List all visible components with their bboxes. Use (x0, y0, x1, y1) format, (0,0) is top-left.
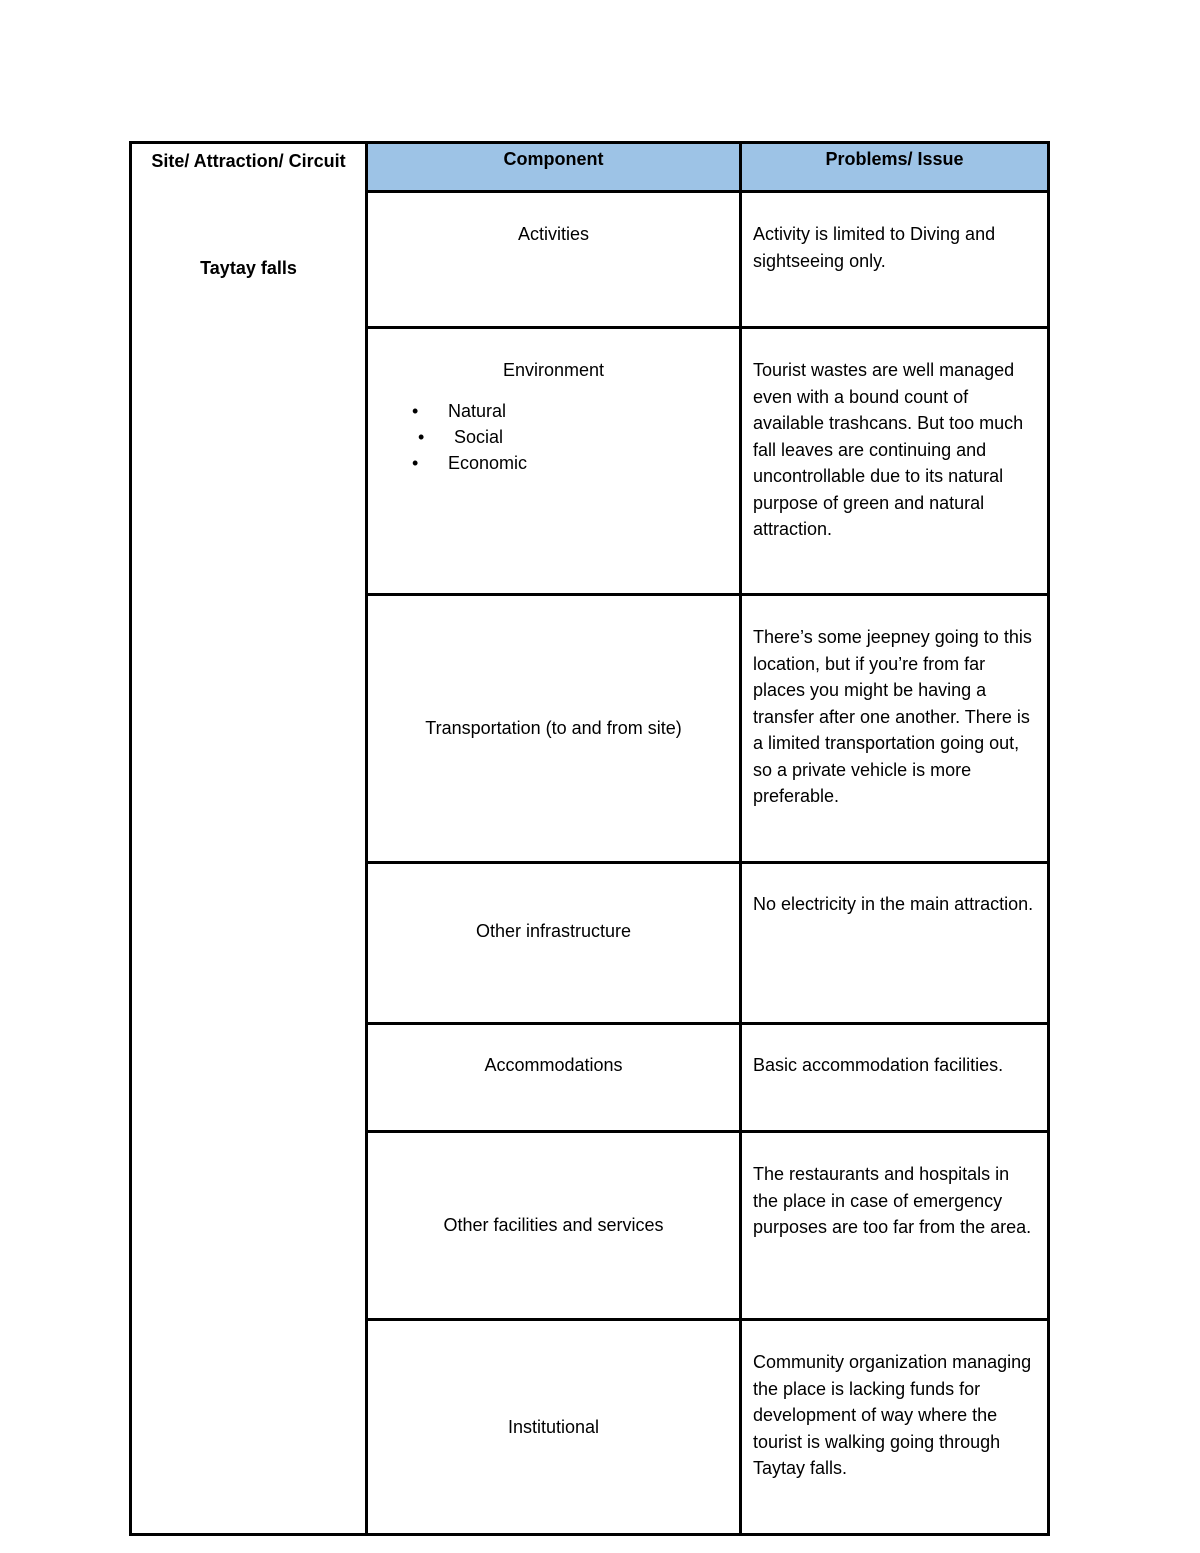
component-header: Component (367, 143, 741, 192)
component-label: Accommodations (484, 1055, 623, 1075)
bullet-icon: • (412, 400, 419, 421)
component-label: Environment (502, 360, 605, 380)
problem-institutional: Community organization managing the place is lacking funds for development of way where the tourist is walking going through Taytay falls. (741, 1320, 1049, 1535)
component-infrastructure (367, 863, 741, 1024)
list-item: • Economic (448, 450, 739, 476)
environment-list (368, 398, 739, 476)
component-facilities (367, 1132, 741, 1320)
component-label: Transportation (to and from site) (425, 718, 682, 739)
problem-environment: Tourist wastes are well managed even with a bound count of available trashcans. But too much fall leaves are continuing and uncontrollable due to its natural purpose of green and natural attraction. (741, 328, 1049, 595)
component-label: Other infrastructure (475, 921, 632, 941)
problem-infrastructure: No electricity in the main attraction. (741, 863, 1049, 1024)
problem-facilities: The restaurants and hospitals in the place in case of emergency purposes are too far from the area. (741, 1132, 1049, 1320)
site-issues-table (129, 141, 1050, 1536)
site-label: Site/ Attraction/ Circuit (151, 151, 346, 171)
component-environment (367, 328, 741, 595)
table-header-row (131, 143, 1049, 192)
problem-transportation: There’s some jeepney going to this location, but if you’re from far places you might be having a transfer after one another. There is a limited transportation going out, so a private vehicle is more preferable. (741, 595, 1049, 863)
list-item: • Natural (448, 398, 739, 424)
problems-header: Problems/ Issue (741, 143, 1049, 192)
site-name: Taytay falls (200, 257, 297, 278)
component-label: Activities (517, 224, 589, 244)
component-label: Institutional (507, 1416, 600, 1437)
list-item: • Social (448, 424, 739, 450)
component-transportation (367, 595, 741, 863)
problem-activities: Activity is limited to Diving and sightseeing only. (741, 192, 1049, 328)
problem-accommodations: Basic accommodation facilities. (741, 1024, 1049, 1132)
component-activities (367, 192, 741, 328)
site-cell (131, 143, 367, 1535)
bullet-icon: • (412, 452, 419, 473)
component-label: Other facilities and services (443, 1215, 664, 1236)
component-accommodations (367, 1024, 741, 1132)
bullet-icon: • (418, 426, 425, 447)
component-institutional (367, 1320, 741, 1535)
